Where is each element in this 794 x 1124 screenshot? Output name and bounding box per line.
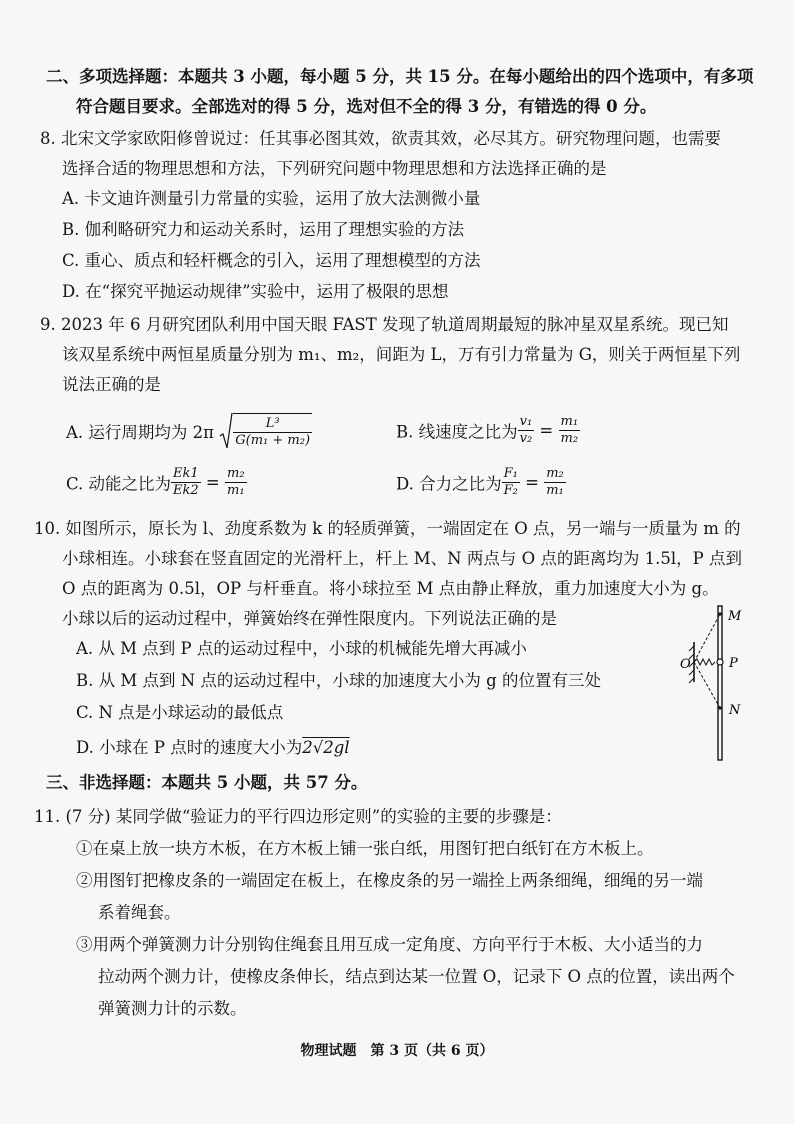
q8-option-d: D. 在“探究平抛运动规律”实验中，运用了极限的思想 [62, 282, 449, 301]
q9-option-c-text: C. 动能之比为 [66, 474, 172, 494]
q8-option-b: B. 伽利略研究力和运动关系时，运用了理想实验的方法 [62, 220, 465, 239]
q10-option-d [76, 734, 350, 758]
q10-stem-line1: 10. 如图所示，原长为 l、劲度系数为 k 的轻质弹簧，一端固定在 O 点，另一端与一质量为 m 的 [34, 519, 741, 538]
q9-option-c-rhs [225, 466, 247, 499]
q10-stem-line2: 小球相连。小球套在竖直固定的光滑杆上，杆上 M、N 两点与 O 点的距离均为 1.5l，P 点到 [62, 549, 742, 568]
q9-option-c-rhs-num: m₂ [227, 466, 245, 481]
q9-stem-line1: 9. 2023 年 6 月研究团队利用中国天眼 FAST 发现了轨道周期最短的脉冲星双星系统。现已知 [40, 315, 729, 334]
q9-option-a-denominator: G(m₁ + m₂) [235, 433, 311, 448]
q8-option-c: C. 重心、质点和轻杆概念的引入，运用了理想模型的方法 [62, 251, 481, 270]
label-n: N [729, 703, 741, 718]
q9-stem-line2: 该双星系统中两恒星质量分别为 m₁、m₂，间距为 L，万有引力常量为 G，则关于两恒星下列 [62, 345, 741, 364]
q9-option-d-text: D. 合力之比为 [396, 474, 502, 494]
q9-option-b-rhs [559, 414, 581, 447]
q11-step3-line2: 拉动两个测力计，使橡皮条伸长，结点到达某一位置 O，记录下 O 点的位置，读出两个 [98, 967, 735, 986]
q11-step2-line1: ②用图钉把橡皮条的一端固定在板上，在橡皮条的另一端拴上两条细绳，细绳的另一端 [76, 871, 703, 890]
q9-option-a [66, 412, 312, 450]
q11-step1: ①在桌上放一块方木板，在方木板上铺一张白纸，用图钉把白纸钉在方木板上。 [76, 839, 654, 858]
q10-option-d-radical: 2√2gl [302, 738, 350, 757]
q9-option-d-lhs-den: F₂ [503, 483, 518, 498]
q10-option-a: A. 从 M 点到 P 点的运动过程中，小球的机械能先增大再减小 [76, 639, 527, 658]
q9-stem-line3: 说法正确的是 [62, 375, 161, 394]
q9-option-c-lhs-num: Ek1 [173, 466, 199, 481]
q9-option-d-rhs [544, 466, 566, 499]
sqrt-symbol [219, 412, 233, 450]
q9-option-b: B. 线速度之比为 $\frac{\text{v₁}}{\text{v₂}}$ = $\frac{\text{m₁}}{\text{m₂}}$ [396, 414, 579, 446]
q10-option-b: B. 从 M 点到 N 点的运动过程中，小球的加速度大小为 g 的位置有三处 [76, 671, 601, 690]
q9-option-c-lhs [171, 466, 201, 499]
q11-step2-line2: 系着绳套。 [98, 903, 181, 922]
q9-option-c-lhs-den: Ek2 [173, 483, 199, 498]
q9-option-b-text: B. 线速度之比为 [396, 422, 518, 442]
q9-option-b-rhs-den: m₂ [560, 431, 579, 446]
q10-stem-line3: O 点的距离为 0.5l，OP 与杆垂直。将小球拉至 M 点由静止释放，重力加速度大小为 g。 [62, 579, 719, 598]
label-p: P [729, 656, 738, 671]
page-footer: 物理试题 第 3 页（共 6 页） [300, 1043, 494, 1059]
section3-heading: 三、非选择题：本题共 5 小题，共 57 分。 [46, 773, 368, 792]
q9-option-a-text: A. 运行周期均为 2π [66, 423, 214, 442]
q9-option-b-lhs-den: v₂ [519, 431, 533, 446]
q9-option-a-fraction [233, 413, 312, 449]
q9-option-d-rhs-num: m₂ [546, 466, 564, 481]
q9-option-d-lhs [502, 466, 520, 499]
q11-step3-line3: 弹簧测力计的示数。 [98, 999, 247, 1018]
q9-option-d-lhs-num: F₁ [503, 466, 518, 481]
q8-option-a: A. 卡文迪许测量引力常量的实验，运用了放大法测微小量 [62, 189, 481, 208]
q9-option-c: C. 动能之比为 $\frac{Ek1}{Ek2}$ = $\frac{\text{m₂}}{\text{m₁}}$ [66, 466, 245, 498]
q8-stem-line2: 选择合适的物理思想和方法，下列研究问题中物理思想和方法选择正确的是 [62, 159, 607, 178]
q9-option-d: D. 合力之比为 $\frac{\text{F₁}}{\text{F₂}}$ = $\frac{\text{m₂}}{\text{m₁}}$ [396, 466, 564, 498]
q9-option-b-rhs-num: m₁ [560, 414, 579, 429]
label-o: O [680, 657, 691, 672]
q10-option-d-text: D. 小球在 P 点时的速度大小为 [76, 738, 303, 757]
q9-option-b-lhs-num: v₁ [519, 414, 533, 429]
section2-heading-line1: 二、多项选择题：本题共 3 小题，每小题 5 分，共 15 分。在每小题给出的四个选项中，有多项 [46, 67, 754, 86]
label-m: M [728, 609, 742, 624]
q11-stem: 11. (7 分) 某同学做“验证力的平行四边形定则”的实验的主要的步骤是： [34, 807, 562, 826]
spring-rod-diagram [678, 604, 748, 764]
q10-option-c: C. N 点是小球运动的最低点 [76, 703, 284, 722]
q10-stem-line4: 小球以后的运动过程中，弹簧始终在弹性限度内。下列说法正确的是 [62, 609, 557, 628]
q9-option-b-lhs [518, 414, 535, 447]
q8-stem-line1: 8. 北宋文学家欧阳修曾说过：任其事必图其效，欲责其效，必尽其方。研究物理问题，也需要 [40, 129, 721, 148]
section2-heading-line2: 符合题目要求。全部选对的得 5 分，选对但不全的得 3 分，有错选的得 0 分。 [76, 97, 657, 116]
q9-option-d-rhs-den: m₁ [546, 483, 564, 498]
q11-step3-line1: ③用两个弹簧测力计分别钩住绳套且用互成一定角度、方向平行于木板、大小适当的力 [76, 935, 703, 954]
q9-option-c-rhs-den: m₁ [227, 483, 245, 498]
q9-option-a-numerator: L³ [233, 416, 312, 433]
